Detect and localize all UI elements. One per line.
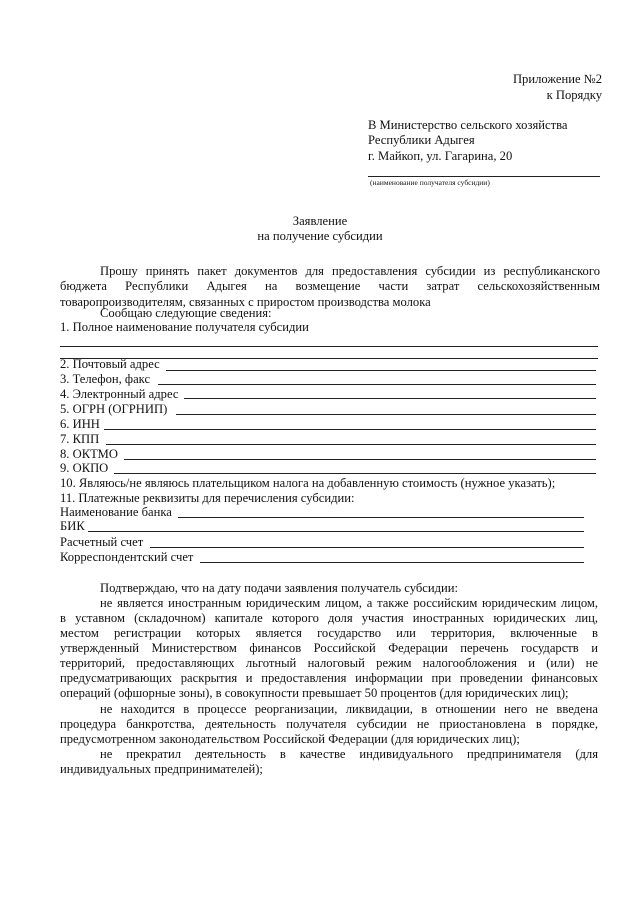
addressee-line-3: г. Майкоп, ул. Гагарина, 20 <box>368 149 513 163</box>
okpo-line[interactable] <box>114 473 596 474</box>
field-label-postal-address: 2. Почтовый адрес <box>60 357 160 371</box>
account-line[interactable] <box>150 547 584 548</box>
document-subtitle: на получение субсидии <box>257 229 383 243</box>
field-label-full-name: 1. Полное наименование получателя субсидии <box>60 320 309 334</box>
bank-name-line[interactable] <box>178 517 584 518</box>
intro-line-4: Сообщаю следующие сведения: <box>100 306 272 320</box>
phone-fax-line[interactable] <box>158 384 596 385</box>
corr-account-line[interactable] <box>200 562 584 563</box>
inn-line[interactable] <box>104 429 596 430</box>
appendix-number: Приложение №2 <box>512 72 602 86</box>
field-label-payment-details: 11. Платежные реквизиты для перечисления субсидии: <box>60 491 355 505</box>
confirm-line-10: процедура банкротства, деятельность получателя субсидии не приостановлена в порядке, <box>60 717 598 731</box>
intro-line-3: товаропроизводителям, связанных с приростом производства молока <box>60 295 431 309</box>
full-name-line-1[interactable] <box>60 346 598 347</box>
confirm-line-11: предусмотренном законодательством Российской Федерации (для юридических лиц); <box>60 732 520 746</box>
confirm-line-8: операций (офшорные зоны), в совокупности превышает 50 процентов (для юридических лиц); <box>60 686 569 700</box>
confirm-line-4: местом регистрации которых является государство или территория, включенные в <box>60 626 598 640</box>
ogrn-line[interactable] <box>176 414 596 415</box>
confirm-line-12: не прекратил деятельность в качестве индивидуального предпринимателя (для <box>100 747 598 761</box>
document-title: Заявление <box>292 214 348 228</box>
recipient-name-line <box>368 176 600 177</box>
field-label-ogrn: 5. ОГРН (ОГРНИП) <box>60 402 168 416</box>
appendix-reference: к Порядку <box>546 88 602 102</box>
kpp-line[interactable] <box>106 444 596 445</box>
field-label-account: Расчетный счет <box>60 535 144 549</box>
recipient-name-caption: (наименование получателя субсидии) <box>370 178 490 187</box>
intro-line-1: Прошу принять пакет документов для предоставления субсидии из республиканского <box>100 264 600 278</box>
field-label-phone-fax: 3. Телефон, факс <box>60 372 151 386</box>
addressee-line-1: В Министерство сельского хозяйства <box>368 118 568 132</box>
confirm-line-6: территорий, предоставляющих льготный налоговый режим налогообложения и (или) не <box>60 656 598 670</box>
bik-line[interactable] <box>88 531 584 532</box>
field-label-oktmo: 8. ОКТМО <box>60 447 118 461</box>
field-label-kpp: 7. КПП <box>60 432 100 446</box>
field-label-okpo: 9. ОКПО <box>60 461 109 475</box>
confirm-line-3: в уставном (складочном) капитале которого доля участия иностранных юридических лиц, <box>60 611 598 625</box>
field-label-inn: 6. ИНН <box>60 417 100 431</box>
field-label-bank-name: Наименование банка <box>60 505 172 519</box>
field-label-email: 4. Электронный адрес <box>60 387 179 401</box>
field-label-vat-status: 10. Являюсь/не являюсь плательщиком налога на добавленную стоимость (нужное указать); <box>60 476 556 490</box>
email-line[interactable] <box>184 398 596 399</box>
intro-line-2: бюджета Республики Адыгея на возмещение части затрат сельскохозяйственным <box>60 279 600 293</box>
postal-address-line[interactable] <box>166 370 596 371</box>
confirm-line-9: не находится в процессе реорганизации, ликвидации, в отношении него не введена <box>100 702 598 716</box>
confirm-line-13: индивидуальных предпринимателей); <box>60 762 263 776</box>
addressee-line-2: Республики Адыгея <box>368 133 475 147</box>
confirm-line-2: не является иностранным юридическим лицом, а также российским юридическим лицом, <box>100 596 598 610</box>
confirm-line-7: предусматривающих раскрытия и предоставления информации при проведении финансовых <box>60 671 598 685</box>
field-label-corr-account: Корреспондентский счет <box>60 550 194 564</box>
field-label-bik: БИК <box>60 519 85 533</box>
confirm-line-5: утвержденный Министерством финансов Российской Федерации перечень государств и <box>60 641 598 655</box>
oktmo-line[interactable] <box>124 459 596 460</box>
confirm-line-1: Подтверждаю, что на дату подачи заявления получатель субсидии: <box>100 581 458 595</box>
